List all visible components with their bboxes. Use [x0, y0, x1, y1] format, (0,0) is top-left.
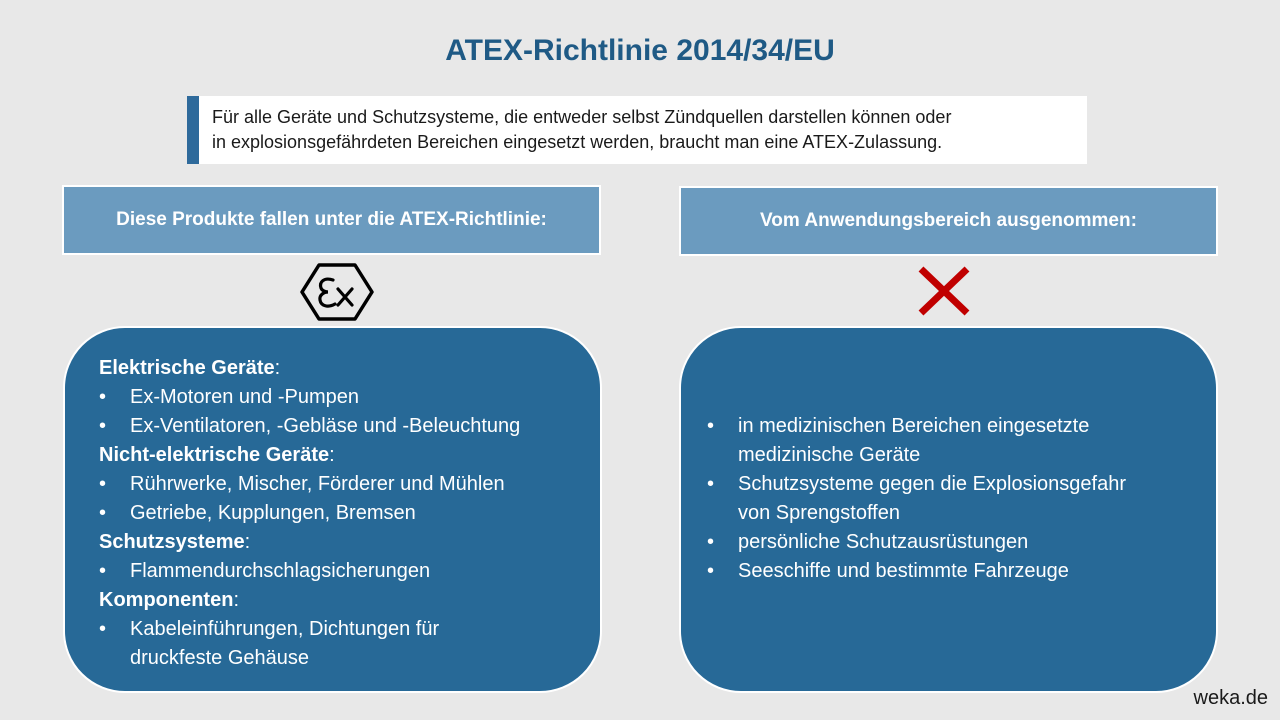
page-title: ATEX-Richtlinie 2014/34/EU	[445, 34, 835, 67]
list-item: • Ex-Motoren und -Pumpen	[99, 383, 600, 412]
cross-icon	[916, 266, 972, 316]
list-item: • in medizinischen Bereichen eingesetzte	[707, 412, 1216, 441]
list-item: • Rührwerke, Mischer, Förderer und Mühlen	[99, 470, 600, 499]
intro-box	[187, 96, 1087, 164]
included-header: Diese Produkte fallen unter die ATEX-Richtlinie:	[62, 185, 601, 255]
list-item: • Flammendurchschlagsicherungen	[99, 557, 600, 586]
list-item: • Seeschiffe und bestimmte Fahrzeuge	[707, 557, 1216, 586]
included-card	[63, 326, 602, 693]
intro-line-1: Für alle Geräte und Schutzsysteme, die entweder selbst Zündquellen darstellen können oder	[212, 107, 952, 127]
list-item: • persönliche Schutzausrüstungen	[707, 528, 1216, 557]
list-item-continuation: druckfeste Gehäuse	[130, 647, 309, 669]
list-item: • Schutzsysteme gegen die Explosionsgefahr	[707, 470, 1216, 499]
list-item: • Kabeleinführungen, Dichtungen für	[99, 615, 600, 644]
source-label: weka.de	[1193, 687, 1268, 709]
section-heading-components: Komponenten:	[99, 589, 239, 611]
list-item-continuation: von Sprengstoffen	[738, 502, 900, 524]
section-heading-protective-systems: Schutzsysteme:	[99, 531, 251, 553]
intro-line-2: in explosionsgefährdeten Bereichen eingesetzt werden, braucht man eine ATEX-Zulassung.	[212, 132, 943, 152]
section-heading-electrical: Elektrische Geräte:	[99, 357, 281, 379]
list-item-continuation: medizinische Geräte	[738, 444, 921, 466]
excluded-card	[679, 326, 1218, 693]
section-heading-non-electrical: Nicht-elektrische Geräte:	[99, 444, 335, 466]
list-item: • Getriebe, Kupplungen, Bremsen	[99, 499, 600, 528]
list-item: • Ex-Ventilatoren, -Gebläse und -Beleuchtung	[99, 412, 600, 441]
excluded-header: Vom Anwendungsbereich ausgenommen:	[679, 186, 1218, 256]
ex-hexagon-icon	[300, 262, 374, 322]
